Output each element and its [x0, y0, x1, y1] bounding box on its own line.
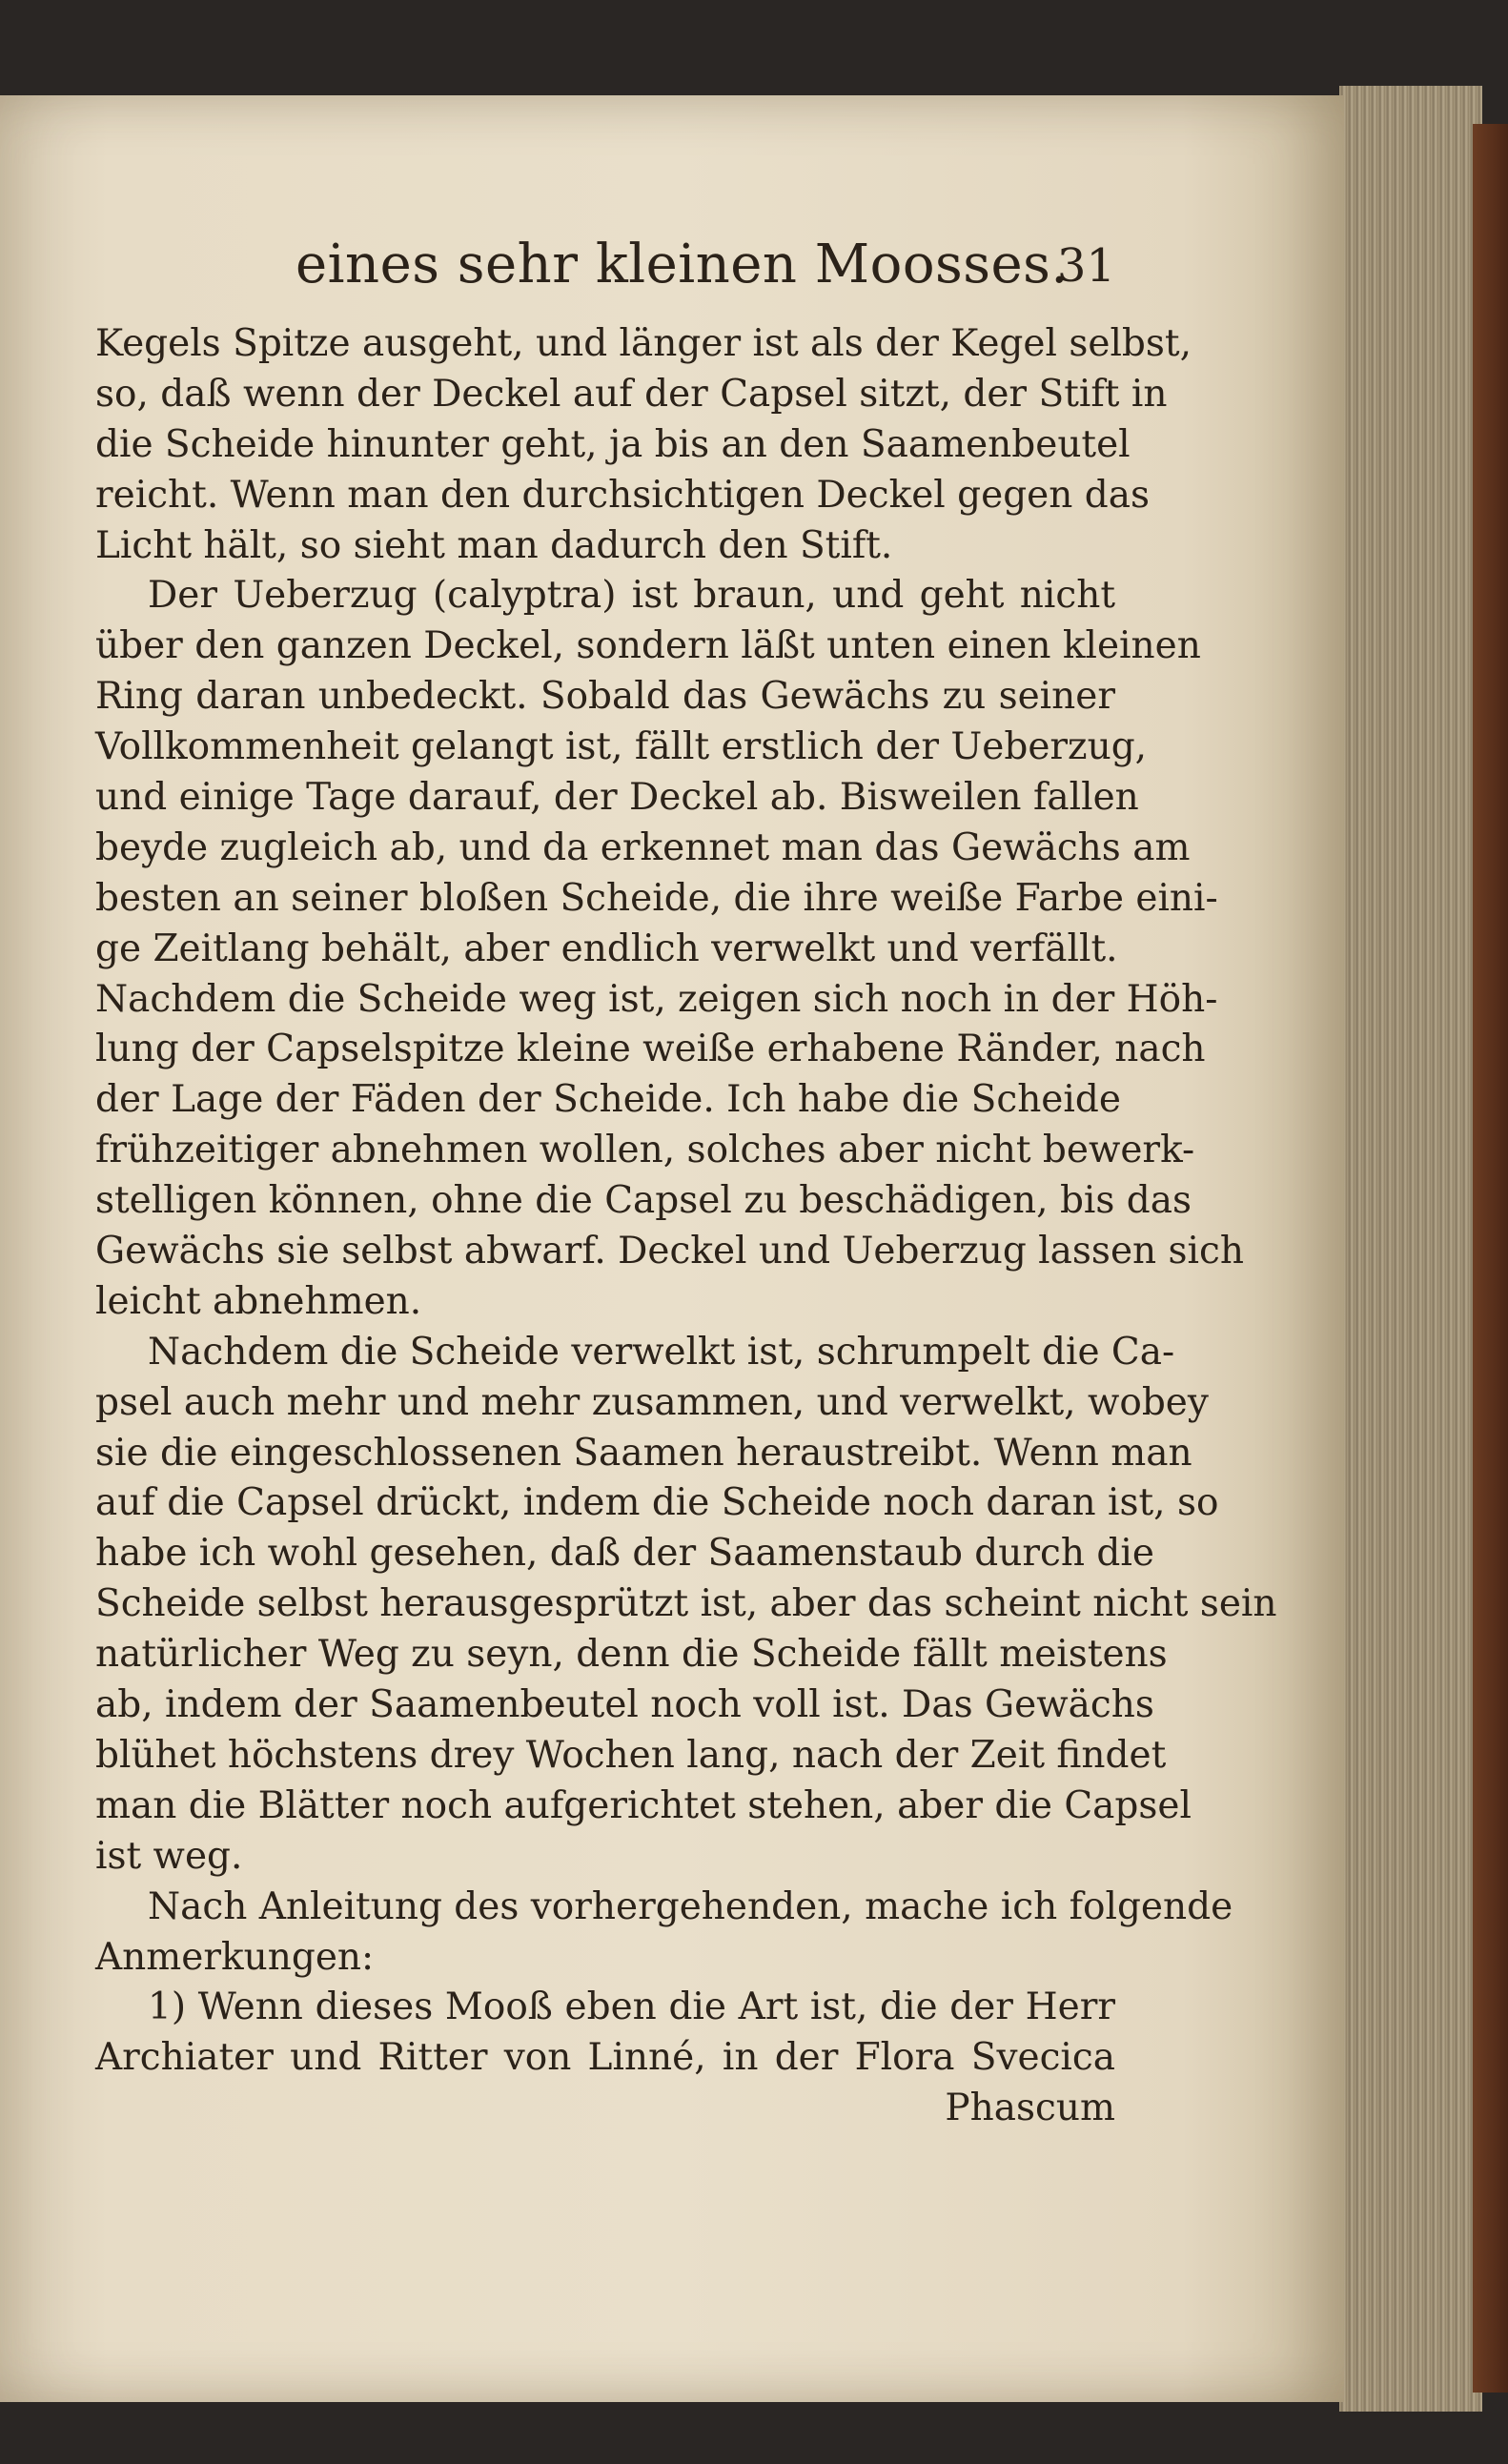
- page-number: 31: [1056, 239, 1115, 293]
- paragraph-3: [95, 1328, 1277, 1883]
- text-line: natürlicher Weg zu seyn, denn die Scheide fällt meistens: [95, 1633, 1168, 1677]
- paragraph-1: [95, 319, 1192, 571]
- text-line: stelligen können, ohne die Capsel zu beschädigen, bis das: [95, 1179, 1192, 1223]
- text-line: Nachdem die Scheide weg ist, zeigen sich noch in der Höh-: [95, 977, 1218, 1021]
- text-line: Nach Anleitung des vorhergehenden, mache ich folgende: [148, 1884, 1233, 1928]
- text-line: Ring daran unbedeckt. Sobald das Gewächs zu seiner: [95, 675, 1115, 719]
- text-line: Vollkommenheit gelangt ist, fällt erstlich der Ueberzug,: [95, 725, 1148, 769]
- page-header: [95, 234, 1115, 319]
- running-head: eines sehr kleinen Moosses.: [295, 234, 1069, 295]
- text-line: ge Zeitlang behält, aber endlich verwelkt und verfällt.: [95, 927, 1118, 970]
- text-line: Scheide selbst herausgesprützt ist, aber das scheint nicht sein: [95, 1582, 1277, 1626]
- text-line: über den ganzen Deckel, sondern läßt unten einen kleinen: [95, 624, 1201, 668]
- text-line: die Scheide hinunter geht, ja bis an den Saamenbeutel: [95, 422, 1131, 466]
- text-line: Der Ueberzug (calyptra) ist braun, und geht nicht: [148, 574, 1115, 618]
- text-line: frühzeitiger abnehmen wollen, solches aber nicht bewerk-: [95, 1129, 1195, 1172]
- text-line: ab, indem der Saamenbeutel noch voll ist. Das Gewächs: [95, 1683, 1154, 1727]
- text-line: so, daß wenn der Deckel auf der Capsel sitzt, der Stift in: [95, 372, 1168, 416]
- book-cover-edge: [1473, 124, 1508, 2393]
- text-line: Licht hält, so sieht man dadurch den Stift.: [95, 523, 893, 567]
- text-line: reicht. Wenn man den durchsichtigen Deckel gegen das: [95, 473, 1150, 517]
- text-block: [95, 234, 1277, 2134]
- text-line: leicht abnehmen.: [95, 1279, 422, 1323]
- text-line: der Lage der Fäden der Scheide. Ich habe die Scheide: [95, 1078, 1121, 1122]
- catchword: Phascum: [945, 2087, 1115, 2130]
- page-edges: [1339, 86, 1482, 2412]
- text-line: sie die eingeschlossenen Saamen heraustreibt. Wenn man: [95, 1431, 1192, 1475]
- text-line: Anmerkungen:: [95, 1935, 375, 1979]
- text-line: Nachdem die Scheide verwelkt ist, schrumpelt die Ca-: [148, 1330, 1175, 1374]
- text-line: blühet höchstens drey Wochen lang, nach der Zeit findet: [95, 1733, 1167, 1777]
- text-line: Gewächs sie selbst abwarf. Deckel und Ueberzug lassen sich: [95, 1230, 1244, 1273]
- text-line: besten an seiner bloßen Scheide, die ihre weiße Farbe eini-: [95, 876, 1218, 920]
- text-line: 1) Wenn dieses Mooß eben die Art ist, die der Herr: [148, 1985, 1115, 2029]
- text-line: Kegels Spitze ausgeht, und länger ist als der Kegel selbst,: [95, 322, 1192, 365]
- text-line: beyde zugleich ab, und da erkennet man das Gewächs am: [95, 825, 1191, 869]
- paragraph-2: [95, 571, 1244, 1327]
- paragraph-4: [95, 1883, 1233, 1984]
- text-line: Archiater und Ritter von Linné, in der Flora Svecica: [95, 2036, 1115, 2080]
- text-line: habe ich wohl gesehen, daß der Saamenstaub durch die: [95, 1532, 1154, 1576]
- paragraph-5: [95, 1983, 1115, 2084]
- text-line: auf die Capsel drückt, indem die Scheide noch daran ist, so: [95, 1481, 1219, 1525]
- text-line: ist weg.: [95, 1834, 243, 1878]
- text-line: man die Blätter noch aufgerichtet stehen, aber die Capsel: [95, 1783, 1192, 1827]
- text-line: psel auch mehr und mehr zusammen, und verwelkt, wobey: [95, 1380, 1209, 1424]
- text-line: und einige Tage darauf, der Deckel ab. Bisweilen fallen: [95, 776, 1139, 820]
- text-line: lung der Capselspitze kleine weiße erhabene Ränder, nach: [95, 1028, 1206, 1071]
